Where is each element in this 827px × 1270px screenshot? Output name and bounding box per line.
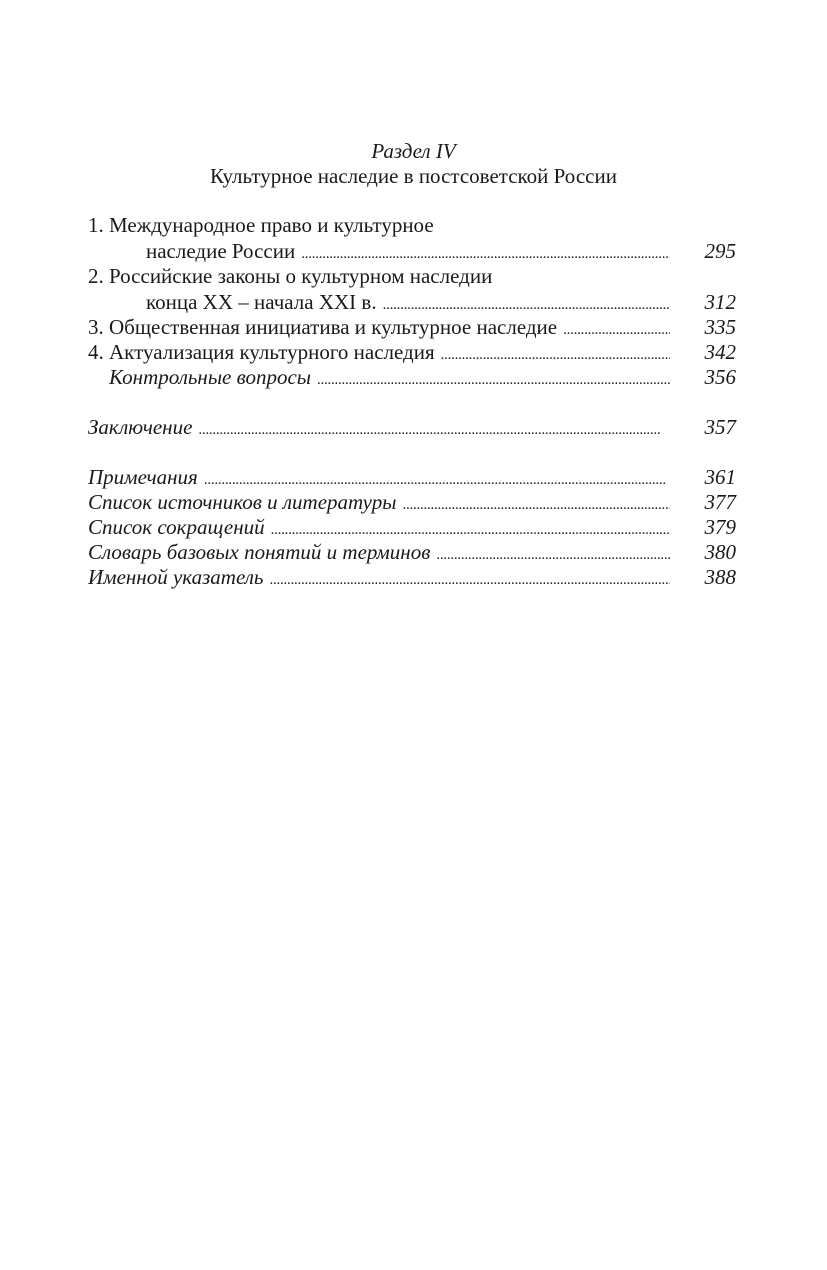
- toc-entry-title-continued: наследие России: [146, 239, 296, 263]
- toc-page-number: 312: [704, 290, 736, 314]
- toc-entry-glossary[interactable]: [88, 540, 736, 565]
- toc-entry-title: 1. Международное право и культурное: [88, 213, 434, 237]
- toc-page-number: 388: [704, 565, 736, 589]
- section-label: Раздел IV: [371, 139, 456, 163]
- dot-leader: [441, 343, 670, 368]
- toc-entry-title: Список источников и литературы: [88, 490, 397, 514]
- dot-leader: [436, 543, 670, 568]
- toc-entry-title: Именной указатель: [88, 565, 264, 589]
- toc-entry-title: 2. Российские законы о культурном наследии: [88, 264, 493, 288]
- toc-entry-2-line2[interactable]: [88, 290, 736, 315]
- toc-entry-notes[interactable]: [88, 465, 736, 490]
- toc-entry-title: Примечания: [88, 465, 198, 489]
- toc-entry-title: Словарь базовых понятий и терминов: [88, 540, 431, 564]
- section-title: Культурное наследие в постсоветской России: [210, 164, 617, 188]
- toc-entry-sources[interactable]: [88, 490, 736, 515]
- spacer: [88, 390, 736, 415]
- toc-entry-title: Контрольные вопросы: [109, 365, 312, 389]
- toc-page-number: 335: [704, 315, 736, 339]
- spacer: [88, 440, 736, 465]
- toc-entry-name-index[interactable]: [88, 565, 736, 590]
- toc-entry-title: Список сокращений: [88, 515, 265, 539]
- dot-leader: [198, 418, 670, 443]
- toc-page-number: 380: [704, 540, 736, 564]
- toc-entry-1-line1[interactable]: [88, 213, 736, 239]
- toc-entry-title: 3. Общественная инициатива и культурное наследие: [88, 315, 558, 339]
- toc-entry-4[interactable]: [88, 340, 736, 365]
- dot-leader: [402, 493, 670, 518]
- toc-page-number: 379: [704, 515, 736, 539]
- toc-entry-control-questions[interactable]: [88, 365, 736, 390]
- table-of-contents: [88, 213, 736, 590]
- toc-page-number: 295: [704, 239, 736, 263]
- toc-entry-title: Заключение: [88, 415, 193, 439]
- dot-leader: [269, 568, 670, 593]
- toc-page-number: 356: [704, 365, 736, 389]
- toc-entry-3[interactable]: [88, 315, 736, 340]
- toc-entry-title-continued: конца XX – начала XXI в.: [146, 290, 377, 314]
- toc-page-number: 357: [704, 415, 736, 439]
- toc-entry-2-line1[interactable]: [88, 264, 736, 290]
- toc-page-number: 342: [704, 340, 736, 364]
- toc-entry-abbreviations[interactable]: [88, 515, 736, 540]
- toc-entry-1-line2[interactable]: [88, 239, 736, 264]
- toc-entry-title: 4. Актуализация культурного наследия: [88, 340, 435, 364]
- dot-leader: [317, 368, 670, 393]
- toc-page-number: 361: [704, 465, 736, 489]
- dot-leader: [563, 318, 670, 343]
- toc-page-number: 377: [704, 490, 736, 514]
- toc-entry-conclusion[interactable]: [88, 415, 736, 440]
